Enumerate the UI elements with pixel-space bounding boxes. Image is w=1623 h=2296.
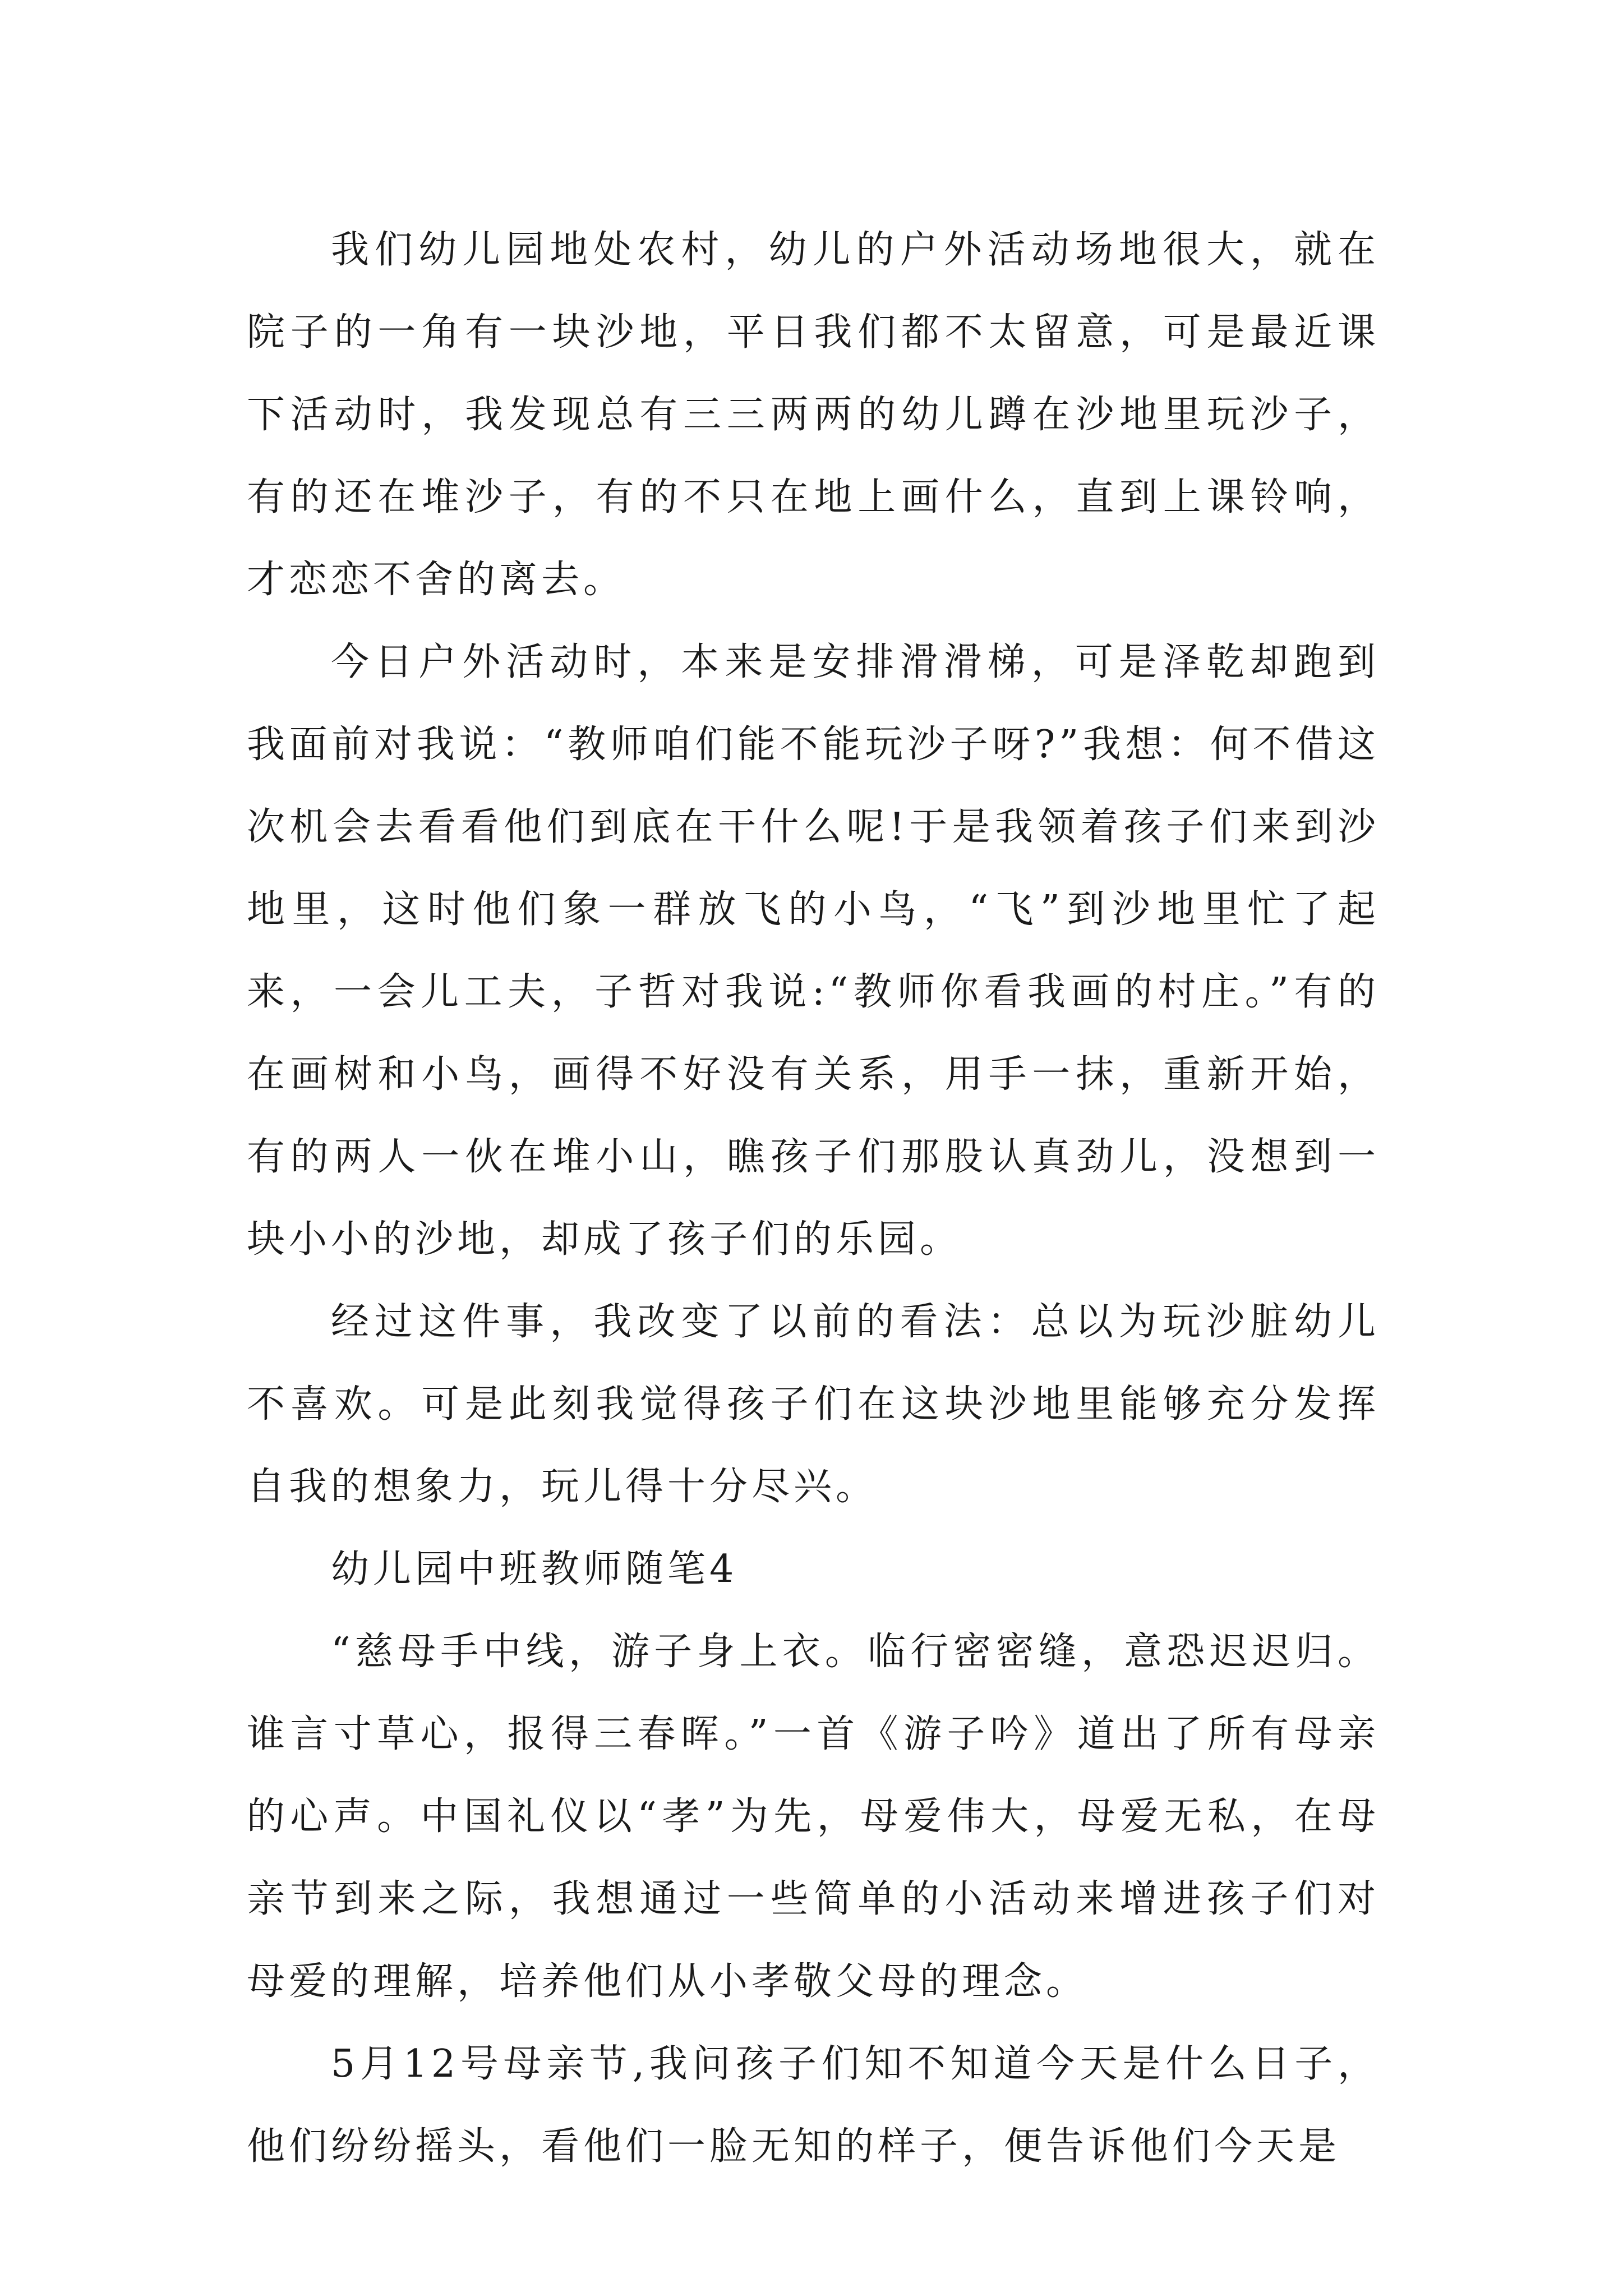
paragraph-reflection: 经过这件事，我改变了以前的看法：总以为玩沙脏幼儿不喜欢。可是此刻我觉得孩子们在这块沙地里能够充分发挥自我的想象力，玩儿得十分尽兴。 (247, 1300, 1380, 1509)
document-body (247, 209, 1380, 2188)
paragraph-mothers-day: 5月12号母亲节,我问孩子们知不知道今天是什么日子，他们纷纷摇头，看他们一脸无知的样子，便告诉他们今天是 (247, 2042, 1380, 2169)
paragraph-mothers-love: “慈母手中线，游子身上衣。临行密密缝，意恐迟迟归。谁言寸草心，报得三春晖。”一首《游子吟》道出了所有母亲的心声。中国礼仪以“孝”为先，母爱伟大，母爱无私，在母亲节到来之际，我想通过一些简单的小活动来增进孩子们对母爱的理解，培养他们从小孝敬父母的理念。 (247, 1630, 1380, 2004)
paragraph-sand-area: 我们幼儿园地处农村，幼儿的户外活动场地很大，就在院子的一角有一块沙地，平日我们都不太留意，可是最近课下活动时，我发现总有三三两两的幼儿蹲在沙地里玩沙子，有的还在堆沙子，有的不只在地上画什么，直到上课铃响，才恋恋不舍的离去。 (247, 228, 1380, 602)
section-title: 幼儿园中班教师随笔4 (331, 1547, 738, 1591)
paragraph-outdoor-activity: 今日户外活动时，本来是安排滑滑梯，可是泽乾却跑到我面前对我说：“教师咱们能不能玩沙子呀?”我想：何不借这次机会去看看他们到底在干什么呢!于是我领着孩子们来到沙地里，这时他们象一群放飞的小鸟，“飞”到沙地里忙了起来，一会儿工夫，子哲对我说:“教师你看我画的村庄。”有的在画树和小鸟，画得不好没有关系，用手一抹，重新开始，有的两人一伙在堆小山，瞧孩子们那股认真劲儿，没想到一块小小的沙地，却成了孩子们的乐园。 (247, 640, 1380, 1262)
